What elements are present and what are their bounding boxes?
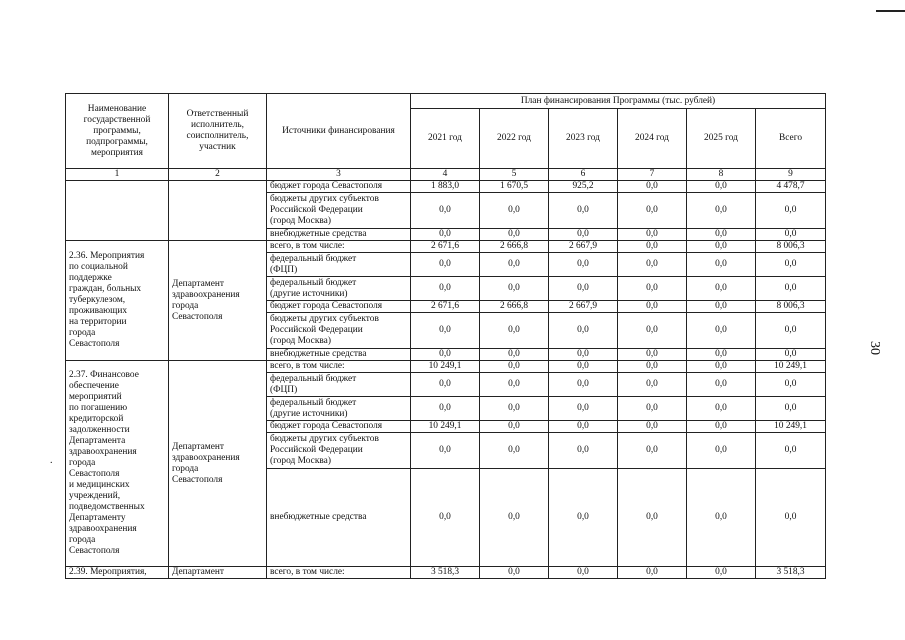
header-year-2021: 2021 год: [411, 109, 480, 169]
funding-source-line: федеральный бюджет: [270, 277, 357, 288]
amount-cell: 0,0: [480, 313, 549, 349]
amount-cell: 0,0: [687, 253, 756, 277]
amount-cell: 0,0: [756, 397, 826, 421]
amount-cell: 0,0: [618, 253, 687, 277]
amount-cell: 3 518,3: [411, 567, 480, 579]
funding-source-line: (город Москва): [270, 216, 331, 226]
amount-cell: 0,0: [411, 193, 480, 229]
amount-cell: 0,0: [618, 349, 687, 361]
measure-name-line: 2.36. Мероприятия: [69, 251, 145, 261]
funding-source-line: внебюджетные средства: [270, 512, 367, 522]
column-index-row: [66, 169, 826, 181]
amount-cell: 0,0: [411, 469, 480, 567]
responsible-cell: [169, 567, 267, 579]
responsible-line: Департамент: [172, 567, 224, 577]
amount-cell: 0,0: [618, 301, 687, 313]
amount-cell: 0,0: [687, 181, 756, 193]
measure-name-line: Севастополя: [69, 339, 120, 349]
funding-source-cell: [267, 397, 411, 421]
column-index: 4: [411, 169, 480, 181]
amount-cell: 0,0: [480, 253, 549, 277]
amount-cell: 0,0: [756, 193, 826, 229]
amount-cell: 0,0: [618, 373, 687, 397]
amount-cell: 3 518,3: [756, 567, 826, 579]
funding-source-cell: [267, 469, 411, 567]
funding-source-cell: [267, 301, 411, 313]
funding-source-cell: [267, 313, 411, 349]
funding-source-line: всего, в том числе:: [270, 567, 345, 577]
header-name-line: государственной: [83, 114, 151, 125]
measure-name-line: города: [69, 458, 96, 468]
amount-cell: 0,0: [411, 277, 480, 301]
table-row: [66, 241, 826, 253]
financing-plan-table: [65, 93, 826, 579]
funding-source-line: бюджет города Севастополя: [270, 421, 383, 431]
funding-source-line: (город Москва): [270, 456, 331, 466]
measure-name-cell: [66, 181, 169, 241]
funding-source-line: (ФЦП): [270, 264, 298, 275]
amount-cell: 2 666,8: [480, 241, 549, 253]
responsible-line: Севастополя: [172, 474, 223, 485]
amount-cell: 2 671,6: [411, 241, 480, 253]
responsible-line: города: [172, 463, 199, 474]
measure-name-line: 2.37. Финансовое: [69, 370, 139, 380]
amount-cell: 0,0: [618, 229, 687, 241]
amount-cell: 0,0: [687, 469, 756, 567]
amount-cell: 0,0: [687, 229, 756, 241]
header-year-2025: 2025 год: [687, 109, 756, 169]
amount-cell: 0,0: [618, 313, 687, 349]
amount-cell: 0,0: [549, 469, 618, 567]
amount-cell: 0,0: [480, 277, 549, 301]
measure-name-line: здравоохранения: [69, 447, 137, 457]
measure-name-line: туберкулезом,: [69, 295, 126, 305]
amount-cell: 0,0: [687, 241, 756, 253]
amount-cell: 0,0: [687, 373, 756, 397]
table-body: [66, 181, 826, 579]
amount-cell: 0,0: [687, 567, 756, 579]
funding-source-line: внебюджетные средства: [270, 349, 367, 359]
amount-cell: 0,0: [687, 193, 756, 229]
amount-cell: 0,0: [549, 373, 618, 397]
measure-name-line: поддержке: [69, 273, 112, 283]
header-name-line: подпрограммы,: [86, 136, 148, 147]
measure-name-line: подведомственных: [69, 502, 145, 512]
amount-cell: 0,0: [411, 253, 480, 277]
amount-cell: 0,0: [618, 567, 687, 579]
table-row: [66, 181, 826, 193]
header-responsible-cell: [169, 94, 267, 169]
amount-cell: 10 249,1: [411, 421, 480, 433]
responsible-line: города: [172, 300, 199, 311]
amount-cell: 0,0: [411, 229, 480, 241]
header-year-2024: 2024 год: [618, 109, 687, 169]
amount-cell: 0,0: [549, 361, 618, 373]
responsible-line: Департамент: [172, 441, 224, 452]
funding-source-cell: [267, 421, 411, 433]
header-resp-line: Ответственный: [186, 109, 249, 119]
funding-source-line: бюджет города Севастополя: [270, 301, 383, 311]
amount-cell: 0,0: [480, 397, 549, 421]
funding-source-line: Российской Федерации: [270, 445, 363, 455]
measure-name-line: здравоохранения: [69, 524, 137, 534]
measure-name-line: граждан, больных: [69, 284, 142, 294]
column-index: 9: [756, 169, 826, 181]
responsible-cell: [169, 181, 267, 241]
amount-cell: 0,0: [549, 349, 618, 361]
amount-cell: 0,0: [756, 253, 826, 277]
table-row: [66, 361, 826, 373]
amount-cell: 8 006,3: [756, 301, 826, 313]
amount-cell: 0,0: [411, 373, 480, 397]
amount-cell: 2 671,6: [411, 301, 480, 313]
amount-cell: 0,0: [618, 277, 687, 301]
column-index: 2: [169, 169, 267, 181]
header-source-cell: Источники финансирования: [267, 94, 411, 169]
amount-cell: 0,0: [549, 193, 618, 229]
funding-source-cell: [267, 253, 411, 277]
amount-cell: 0,0: [618, 469, 687, 567]
amount-cell: 0,0: [411, 397, 480, 421]
amount-cell: 0,0: [549, 313, 618, 349]
measure-name-cell: [66, 241, 169, 361]
table-row: [66, 567, 826, 579]
column-index: 8: [687, 169, 756, 181]
funding-source-cell: [267, 373, 411, 397]
amount-cell: 0,0: [687, 421, 756, 433]
amount-cell: 0,0: [756, 313, 826, 349]
responsible-cell: [169, 241, 267, 361]
measure-name-cell: [66, 361, 169, 567]
funding-source-line: бюджеты других субъектов: [270, 194, 379, 204]
amount-cell: 0,0: [549, 567, 618, 579]
measure-name-line: города: [69, 535, 96, 545]
amount-cell: 0,0: [756, 349, 826, 361]
amount-cell: 0,0: [687, 433, 756, 469]
amount-cell: 1 670,5: [480, 181, 549, 193]
amount-cell: 0,0: [480, 373, 549, 397]
amount-cell: 0,0: [549, 433, 618, 469]
amount-cell: 0,0: [756, 277, 826, 301]
responsible-cell: [169, 361, 267, 567]
measure-name-line: мероприятий: [69, 392, 122, 402]
funding-source-line: Российской Федерации: [270, 205, 363, 215]
measure-name-line: Департамента: [69, 436, 126, 446]
funding-source-cell: [267, 277, 411, 301]
amount-cell: 0,0: [480, 567, 549, 579]
measure-name-line: обеспечение: [69, 381, 119, 391]
amount-cell: 0,0: [687, 277, 756, 301]
amount-cell: 0,0: [756, 433, 826, 469]
header-plan-title: План финансирования Программы (тыс. рублей): [411, 94, 826, 109]
amount-cell: 0,0: [480, 469, 549, 567]
amount-cell: 0,0: [549, 397, 618, 421]
amount-cell: 2 666,8: [480, 301, 549, 313]
amount-cell: 2 667,9: [549, 241, 618, 253]
measure-name-line: Департаменту: [69, 513, 126, 523]
header-resp-line: соисполнитель,: [186, 131, 249, 141]
funding-source-cell: [267, 181, 411, 193]
amount-cell: 10 249,1: [756, 421, 826, 433]
measure-name-line: Севастополя: [69, 546, 120, 556]
amount-cell: 0,0: [618, 241, 687, 253]
amount-cell: 0,0: [549, 421, 618, 433]
measure-name-line: учреждений,: [69, 491, 121, 501]
amount-cell: 0,0: [480, 421, 549, 433]
header-year-2022: 2022 год: [480, 109, 549, 169]
column-index: 3: [267, 169, 411, 181]
amount-cell: 10 249,1: [756, 361, 826, 373]
amount-cell: 0,0: [480, 229, 549, 241]
funding-source-line: всего, в том числе:: [270, 361, 345, 371]
amount-cell: 0,0: [480, 349, 549, 361]
measure-name-line: по погашению: [69, 403, 128, 413]
amount-cell: 0,0: [411, 313, 480, 349]
header-resp-line: участник: [199, 142, 236, 152]
amount-cell: 0,0: [549, 229, 618, 241]
responsible-line: Департамент: [172, 278, 224, 289]
page-edge-mark: [876, 10, 905, 12]
funding-source-line: федеральный бюджет: [270, 253, 357, 264]
funding-source-line: всего, в том числе:: [270, 241, 345, 251]
funding-source-line: бюджеты других субъектов: [270, 314, 379, 324]
measure-name-line: задолженности: [69, 425, 130, 435]
amount-cell: 925,2: [549, 181, 618, 193]
header-total: Всего: [756, 109, 826, 169]
amount-cell: 0,0: [618, 397, 687, 421]
responsible-line: здравоохранения: [172, 289, 240, 300]
amount-cell: 0,0: [687, 349, 756, 361]
amount-cell: 0,0: [756, 469, 826, 567]
amount-cell: 0,0: [618, 181, 687, 193]
amount-cell: 0,0: [480, 361, 549, 373]
measure-name-cell: [66, 567, 169, 579]
funding-source-line: (другие источники): [270, 408, 348, 419]
funding-source-cell: [267, 229, 411, 241]
funding-source-line: бюджет города Севастополя: [270, 181, 383, 191]
header-name-line: мероприятия: [91, 147, 143, 158]
amount-cell: 0,0: [480, 193, 549, 229]
amount-cell: 10 249,1: [411, 361, 480, 373]
amount-cell: 0,0: [687, 313, 756, 349]
funding-source-cell: [267, 361, 411, 373]
amount-cell: 0,0: [480, 433, 549, 469]
amount-cell: 0,0: [618, 193, 687, 229]
funding-source-line: бюджеты других субъектов: [270, 434, 379, 444]
funding-source-cell: [267, 433, 411, 469]
scan-speck: .: [50, 455, 53, 466]
amount-cell: 8 006,3: [756, 241, 826, 253]
funding-source-line: федеральный бюджет: [270, 373, 357, 384]
funding-source-line: Российской Федерации: [270, 325, 363, 335]
funding-source-cell: [267, 241, 411, 253]
measure-name-line: Севастополя: [69, 469, 120, 479]
funding-source-line: (ФЦП): [270, 384, 298, 395]
measure-name-line: кредиторской: [69, 414, 124, 424]
funding-source-line: (другие источники): [270, 288, 348, 299]
amount-cell: 0,0: [687, 301, 756, 313]
amount-cell: 0,0: [756, 373, 826, 397]
responsible-line: здравоохранения: [172, 452, 240, 463]
column-index: 7: [618, 169, 687, 181]
amount-cell: 0,0: [411, 349, 480, 361]
measure-name-line: по социальной: [69, 262, 128, 272]
measure-name-line: на территории: [69, 317, 127, 327]
amount-cell: 1 883,0: [411, 181, 480, 193]
header-resp-line: исполнитель,: [190, 120, 245, 130]
funding-source-cell: [267, 349, 411, 361]
measure-name-line: проживающих: [69, 306, 128, 316]
measure-name-line: и медицинских: [69, 480, 130, 490]
measure-name-line: города: [69, 328, 96, 338]
header-name-line: Наименование: [87, 103, 147, 114]
funding-source-line: (город Москва): [270, 336, 331, 346]
column-index: 5: [480, 169, 549, 181]
funding-source-line: федеральный бюджет: [270, 397, 357, 408]
responsible-line: Севастополя: [172, 311, 223, 322]
funding-source-line: внебюджетные средства: [270, 229, 367, 239]
header-year-2023: 2023 год: [549, 109, 618, 169]
amount-cell: 0,0: [549, 253, 618, 277]
funding-source-cell: [267, 567, 411, 579]
amount-cell: 4 478,7: [756, 181, 826, 193]
amount-cell: 0,0: [756, 229, 826, 241]
column-index: 1: [66, 169, 169, 181]
amount-cell: 0,0: [618, 433, 687, 469]
funding-source-cell: [267, 193, 411, 229]
column-index: 6: [549, 169, 618, 181]
amount-cell: 0,0: [687, 361, 756, 373]
header-name-line: программы,: [93, 125, 141, 136]
page-number: 30: [867, 341, 882, 355]
amount-cell: 0,0: [549, 277, 618, 301]
amount-cell: 0,0: [687, 397, 756, 421]
measure-name-line: 2.39. Мероприятия,: [69, 567, 147, 577]
amount-cell: 0,0: [618, 421, 687, 433]
amount-cell: 0,0: [618, 361, 687, 373]
amount-cell: 2 667,9: [549, 301, 618, 313]
header-name-cell: [66, 94, 169, 169]
amount-cell: 0,0: [411, 433, 480, 469]
